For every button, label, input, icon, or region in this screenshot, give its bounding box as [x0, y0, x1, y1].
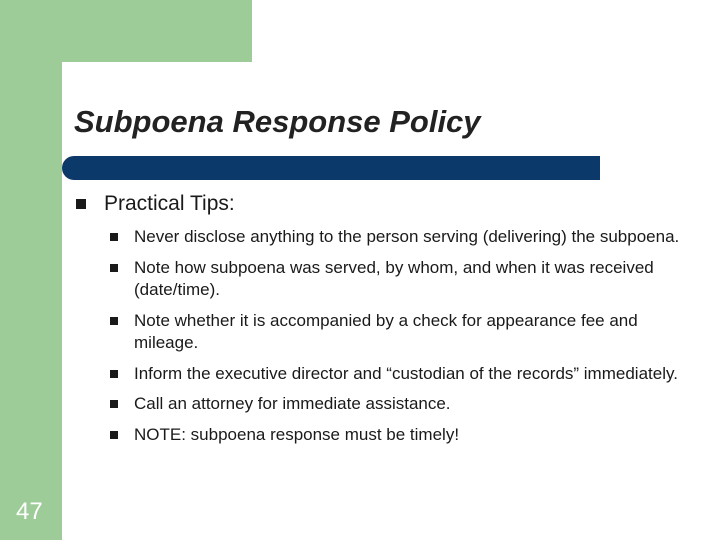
- list-item: [106, 226, 686, 249]
- bullet-text: Never disclose anything to the person serving (delivering) the subpoena.: [134, 227, 680, 246]
- tips-list: [106, 226, 686, 454]
- list-item: [106, 363, 686, 386]
- square-bullet-icon: [110, 233, 118, 241]
- bullet-text: Note how subpoena was served, by whom, and when it was received (date/time).: [134, 257, 654, 299]
- bullet-text: Note whether it is accompanied by a check for appearance fee and mileage.: [134, 310, 638, 352]
- square-bullet-icon: [76, 199, 86, 209]
- decorative-green-band-left: [0, 0, 62, 540]
- level1-bullet: [72, 192, 235, 216]
- slide-number: 47: [16, 498, 43, 525]
- square-bullet-icon: [110, 400, 118, 408]
- square-bullet-icon: [110, 317, 118, 325]
- bullet-text: Inform the executive director and “custodian of the records” immediately.: [134, 363, 678, 383]
- level1-text: Practical Tips:: [104, 192, 235, 215]
- list-item: [106, 257, 686, 302]
- square-bullet-icon: [110, 431, 118, 439]
- list-item: [106, 424, 686, 447]
- square-bullet-icon: [110, 370, 118, 378]
- bullet-text: Call an attorney for immediate assistance.: [134, 394, 451, 413]
- list-item: [106, 393, 686, 416]
- square-bullet-icon: [110, 264, 118, 272]
- slide-title: Subpoena Response Policy: [74, 104, 481, 139]
- bullet-text: NOTE: subpoena response must be timely!: [134, 424, 460, 444]
- title-underline-bar: [62, 156, 600, 180]
- list-item: [106, 310, 686, 355]
